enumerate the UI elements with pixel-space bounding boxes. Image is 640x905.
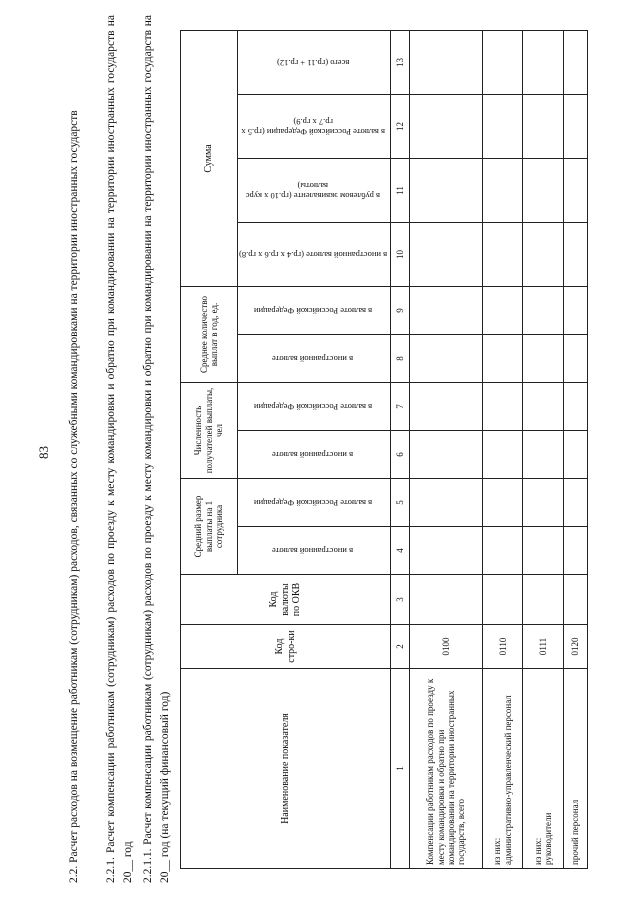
empty-cell (410, 286, 483, 334)
page-number: 83 (36, 446, 51, 459)
header-col-4: в иностранной валюте (237, 527, 390, 575)
empty-cell (483, 575, 523, 625)
empty-cell (523, 94, 563, 158)
empty-cell (410, 94, 483, 158)
table-row (410, 30, 483, 868)
row-label: Компенсации работникам расходов по проезду к месту командировки и обратно при командировании на территории иностранных государств, всего (410, 669, 483, 869)
empty-cell (483, 382, 523, 430)
empty-cell (563, 30, 587, 94)
header-avg-payment: Средний размер выплаты на 1 сотрудника (181, 478, 238, 574)
empty-cell (563, 158, 587, 222)
empty-cell (483, 334, 523, 382)
header-col-11: в рублевом эквиваленте (гр.10 х курс валюты) (237, 158, 390, 222)
empty-cell (563, 334, 587, 382)
column-number: 11 (391, 158, 410, 222)
empty-cell (410, 382, 483, 430)
empty-cell (523, 30, 563, 94)
empty-cell (483, 222, 523, 286)
section-heading-2-2-1-1: 2.2.1.1. Расчет компенсации работникам (сотрудникам) расходов по проезду к месту командировки и обратно при командировании на территории иностранных государств на 20__ год (на текущий финансовый год) (142, 15, 171, 883)
row-code: 0110 (483, 625, 523, 669)
column-number: 1 (391, 669, 410, 869)
header-col-10: в иностранной валюте (гр.4 х гр.6 х гр.8) (237, 222, 390, 286)
header-col-6: в иностранной валюте (237, 430, 390, 478)
empty-cell (563, 382, 587, 430)
empty-cell (523, 334, 563, 382)
column-number: 2 (391, 625, 410, 669)
column-number: 5 (391, 478, 410, 526)
header-currency-code: Код валюты по ОКВ (181, 575, 391, 625)
empty-cell (483, 478, 523, 526)
empty-cell (563, 222, 587, 286)
header-indicator-name: Наименование показателя (181, 669, 391, 869)
empty-cell (483, 430, 523, 478)
empty-cell (523, 158, 563, 222)
column-number-row (391, 30, 410, 868)
empty-cell (410, 527, 483, 575)
empty-cell (410, 478, 483, 526)
table-row (523, 30, 563, 868)
empty-cell (483, 94, 523, 158)
column-number: 6 (391, 430, 410, 478)
empty-cell (563, 527, 587, 575)
header-avg-count: Среднее количество выплат в год, ед. (181, 286, 238, 382)
section-heading-2-2-1: 2.2.1. Расчет компенсации работникам (сотрудникам) расходов по проезду к месту командировки и обратно при командировании на территории иностранных государств на 20__ год (105, 15, 134, 883)
row-name: административно-управленческий персонал (502, 695, 513, 865)
column-number: 10 (391, 222, 410, 286)
calculation-table (180, 30, 588, 869)
empty-cell (523, 286, 563, 334)
row-code: 0111 (523, 625, 563, 669)
column-number: 13 (391, 30, 410, 94)
empty-cell (563, 478, 587, 526)
empty-cell (410, 222, 483, 286)
row-label (483, 669, 523, 869)
empty-cell (483, 527, 523, 575)
empty-cell (563, 286, 587, 334)
empty-cell (523, 575, 563, 625)
header-col-8: в иностранной валюте (237, 334, 390, 382)
header-sum: Сумма (181, 30, 238, 286)
header-col-7: в валюте Российской Федерации (237, 382, 390, 430)
column-number: 8 (391, 334, 410, 382)
row-prefix: из них: (492, 837, 503, 865)
row-label: прочий персонал (563, 669, 587, 869)
empty-cell (483, 286, 523, 334)
row-name: руководители (543, 812, 554, 865)
column-number: 12 (391, 94, 410, 158)
header-col-5: в валюте Российской Федерации (237, 478, 390, 526)
table-header-row-1 (181, 30, 238, 868)
empty-cell (523, 527, 563, 575)
section-heading-2-2: 2.2. Расчет расходов на возмещение работникам (сотрудникам) расходов, связанных со служебными командировками на территории иностранных государств (68, 110, 80, 883)
empty-cell (523, 382, 563, 430)
empty-cell (523, 222, 563, 286)
header-col-12: в валюте Российской Федерации (гр.5 х гр.7 х гр.9) (237, 94, 390, 158)
empty-cell (563, 94, 587, 158)
column-number: 7 (391, 382, 410, 430)
empty-cell (523, 430, 563, 478)
empty-cell (483, 30, 523, 94)
empty-cell (563, 430, 587, 478)
table-row (483, 30, 523, 868)
empty-cell (523, 478, 563, 526)
row-prefix: из них: (532, 837, 543, 865)
table-row (563, 30, 587, 868)
header-col-9: в валюте Российской Федерации (237, 286, 390, 334)
empty-cell (410, 158, 483, 222)
column-number: 9 (391, 286, 410, 334)
row-code: 0120 (563, 625, 587, 669)
header-line-code: Код стро-ки (181, 625, 391, 669)
column-number: 4 (391, 527, 410, 575)
empty-cell (410, 30, 483, 94)
row-code: 0100 (410, 625, 483, 669)
row-label (523, 669, 563, 869)
header-col-13: всего (гр.11 + гр.12) (237, 30, 390, 94)
column-number: 3 (391, 575, 410, 625)
empty-cell (410, 575, 483, 625)
header-recipients: Численность получателей выплаты, чел (181, 382, 238, 478)
empty-cell (483, 158, 523, 222)
empty-cell (563, 575, 587, 625)
empty-cell (410, 334, 483, 382)
empty-cell (410, 430, 483, 478)
